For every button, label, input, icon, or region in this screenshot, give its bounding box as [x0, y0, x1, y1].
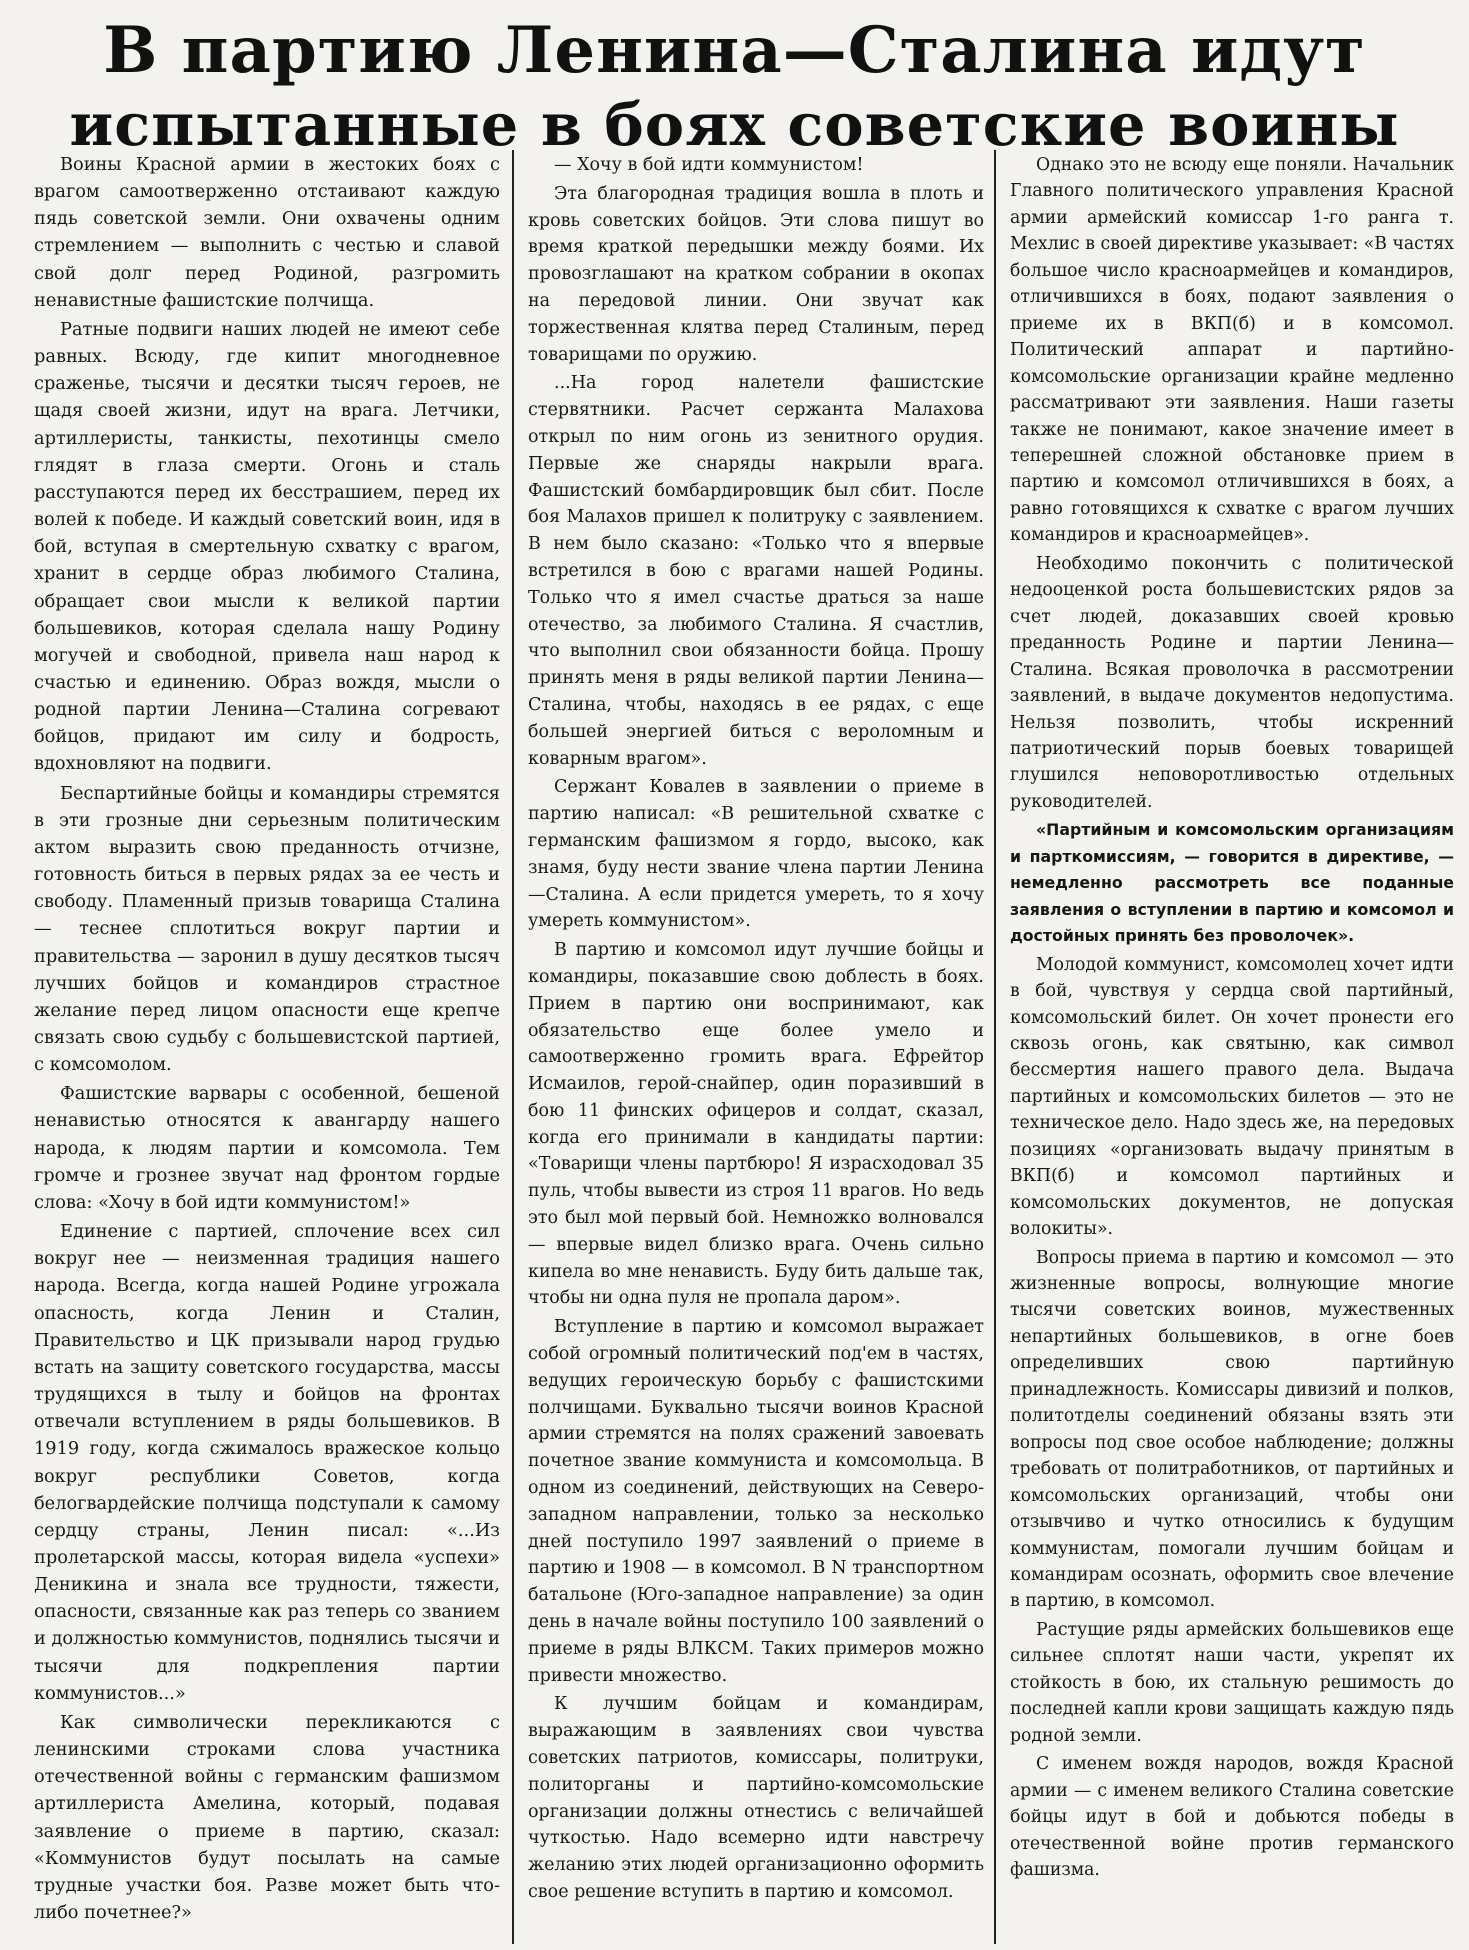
paragraph: Беспартийные бойцы и командиры стремятся в эти грозные дни серьезным политическим актом выразить свою преданность отчизне, готовность биться в первых рядах за ее честь и свободу. Пламенный призыв товарища Сталина — теснее сплотиться вокруг партии и правительства — заронил в душу десятков тысяч лучших бойцов и командиров страстное желание перед лицом опасности еще крепче связать свою судьбу с большевистской партией, с комсомолом.: [34, 783, 500, 1076]
directive-quote: «Партийным и комсомольским организациям и парткомиссиям, — говорится в директиве, — немедленно рассмотреть все поданные заявления о вступлении в партию и комсомол и достойных принять без проволочек».: [1010, 820, 1454, 946]
paragraph: Растущие ряды армейских большевиков еще сильнее сплотят наши части, укрепят их стойкость в бою, их стальную решимость до последней капли крови защищать каждую пядь родной земли.: [1010, 1619, 1454, 1746]
headline-line-1: В партию Ленина—Сталина идут: [103, 13, 1366, 88]
paragraph: Вступление в партию и комсомол выражает собой огромный политический под'ем в частях, ведущих героическую борьбу с фашистскими полчищами. Буквально тысячи воинов Красной армии стремятся на полях сражений завоевать почетное звание коммуниста и комсомольца. В одном из соединений, действующих на Северо-западном направлении, только за несколько дней поступило 1997 заявлений о приеме в партию и 1908 — в комсомол. В N транспортном батальоне (Юго-западное направление) за один день в начале войны поступило 100 заявлений о приеме в ряды ВЛКСМ. Таких примеров можно привести множество.: [528, 1317, 984, 1686]
article-column-1: [34, 152, 500, 1938]
column-rule: [994, 150, 996, 1944]
column-rule: [512, 150, 514, 1944]
paragraph: ...На город налетели фашистские стервятники. Расчет сержанта Малахова открыл по ним огонь из зенитного орудия. Первые же снаряды накрыли врага. Фашистский бомбардировщик был сбит. После боя Малахов пришел к политруку с заявлением. В нем было сказано: «Только что я впервые встретился в бою с врагами нашей Родины. Только что я имел счастье драться за наше отечество, за любимого Сталина. Я счастлив, что выполнил свои обязанности бойца. Прошу принять меня в ряды великой партии Ленина—Сталина, чтобы, находясь в ее рядах, с еще большей энергией биться с вероломным и коварным врагом».: [528, 373, 984, 769]
paragraph: К лучшим бойцам и командирам, выражающим в заявлениях свои чувства советских патриотов, комиссары, политруки, политорганы и партийно-комсомольские организации должны отнестись с величайшей чуткостью. Надо всемерно идти навстречу желанию этих людей организационно оформить свое решение вступить в партию и комсомол.: [528, 1694, 984, 1902]
paragraph: Фашистские варвары с особенной, бешеной ненавистью относятся к авангарду нашего народа, к людям партии и комсомола. Тем громче и грознее звучат над фронтом гордые слова: «Хочу в бой идти коммунистом!»: [34, 1084, 500, 1213]
paragraph: Необходимо покончить с политической недооценкой роста большевистских рядов за счет людей, доказавших своей кровью преданность Родине и партии Ленина—Сталина. Всякая проволочка в рассмотрении заявлений, в выдаче документов недопустима. Нельзя позволить, чтобы искренний патриотический порыв боевых товарищей глушился неповоротливостью отдельных руководителей.: [1010, 553, 1454, 812]
paragraph: Как символически перекликаются с ленинскими строками слова участника отечественной войны с германским фашизмом артиллериста Амелина, который, подавая заявление о приеме в партию, сказал: «Коммунистов будут посылать на самые трудные участки боя. Разве может быть что-либо почетнее?»: [34, 1712, 500, 1923]
paragraph: Эта благородная традиция вошла в плоть и кровь советских бойцов. Эти слова пишут во время краткой передышки между боями. Их провозглашают на кратком собрании в окопах на передовой линии. Они звучат как торжественная клятва перед Сталиным, перед товарищами по оружию.: [528, 183, 984, 365]
paragraph: Однако это не всюду еще поняли. Начальник Главного политического управления Красной армии армейский комиссар 1-го ранга т. Мехлис в своей директиве указывает: «В частях большое число красноармейцев и командиров, отличившихся в боях, подают заявления о приеме их в ВКП(б) и в комсомол. Политический аппарат и партийно-комсомольские организации крайне медленно рассматривают эти заявления. Наши газеты также не понимают, какое значение имеет в теперешней сложной обстановке прием в партию и комсомол отличившихся в боях, а равно готовящихся к схватке с врагом лучших командиров и красноармейцев».: [1010, 155, 1454, 546]
paragraph: Воины Красной армии в жестоких боях с врагом самоотверженно отстаивают каждую пядь советской земли. Они охвачены одним стремлением — выполнить с честью и славой свой долг перед Родиной, разгромить ненавистные фашистские полчища.: [34, 155, 500, 311]
paragraph: С именем вождя народов, вождя Красной армии — с именем великого Сталина советские бойцы идут в бой и добьются победы в отечественной войне против германского фашизма.: [1010, 1754, 1454, 1880]
paragraph: Вопросы приема в партию и комсомол — это жизненные вопросы, волнующие многие тысячи советских воинов, мужественных непартийных большевиков, в огне боев определивших свою партийную принадлежность. Комиссары дивизий и полков, политотделы соединений обязаны взять эти вопросы под свое особое наблюдение; должны требовать от политработников, от партийных и комсомольских организаций, чтобы они отзывчиво и чутко относились к будущим коммунистам, помогали лучшим бойцам и командирам осознать, оформить свое влечение в партию, в комсомол.: [1010, 1247, 1454, 1612]
headline: [60, 14, 1409, 162]
paragraph: Сержант Ковалев в заявлении о приеме в партию написал: «В решительной схватке с германским фашизмом я гордо, высоко, как знамя, буду нести звание члена партии Ленина—Сталина. А если придется умереть, то я хочу умереть коммунистом».: [528, 777, 984, 932]
paragraph: В партию и комсомол идут лучшие бойцы и командиры, показавшие свою доблесть в боях. Прием в партию они воспринимают, как обязательство еще более умело и самоотверженно громить врага. Ефрейтор Исмаилов, герой-снайпер, один поразивший в бою 11 финских офицеров и солдат, сказал, когда его принимали в кандидаты партии: «Товарищи члены партбюро! Я израсходовал 35 пуль, чтобы вывести из строя 11 врагов. Но ведь это был мой первый бой. Немножко волновался — впервые видел близко врага. Очень сильно кипела во мне ненависть. Буду бить дальше так, чтобы ни одна пуля не пропала даром».: [528, 940, 984, 1309]
paragraph: Молодой коммунист, комсомолец хочет идти в бой, чувствуя у сердца свой партийный, комсомольский билет. Он хочет пронести его сквозь огонь, как святыню, как символ бессмертия нашего правого дела. Выдача партийных и комсомольских билетов — это не техническое дело. Надо здесь же, на передовых позициях «организовать выдачу принятым в ВКП(б) и комсомол партийных и комсомольских документов, не допуская волокиты».: [1010, 954, 1454, 1240]
paragraph: — Хочу в бой идти коммунистом!: [554, 155, 864, 175]
paragraph: Ратные подвиги наших людей не имеют себе равных. Всюду, где кипит многодневное сраженье, тысячи и десятки тысяч героев, не щадя своей жизни, идут на врага. Летчики, артиллеристы, танкисты, пехотинцы смело глядят в глаза смерти. Огонь и сталь расступаются перед их бесстрашием, перед их волей к победе. И каждый советский воин, идя в бой, вступая в смертельную схватку с врагом, хранит в сердце образ любимого Сталина, обращает свои мысли к великой партии большевиков, которая сделала нашу Родину могучей и свободной, привела наш народ к счастью и единению. Образ вождя, мысли о родной партии Ленина—Сталина согревают бойцов, придают им силу и бодрость, вдохновляют на подвиги.: [34, 319, 500, 775]
headline-line-2: испытанные в боях советские воины: [69, 90, 1400, 159]
article-column-2: [528, 152, 984, 1938]
paragraph: Единение с партией, сплочение всех сил вокруг нее — неизменная традиция нашего народа. Всегда, когда нашей Родине угрожала опасность, когда Ленин и Сталин, Правительство и ЦК призывали народ грудью встать на защиту советского государства, массы трудящихся в тылу и бойцов на фронтах отвечали вступлением в ряды большевиков. В 1919 году, когда сжималось вражеское кольцо вокруг республики Советов, когда белогвардейские полчища подступали к самому сердцу страны, Ленин писал: «...Из пролетарской массы, которая видела «успехи» Деникина и знала все трудности, тяжести, опасности, связанные как раз теперь со званием и должностью коммунистов, поднялись тысячи и тысячи для подкрепления партии коммунистов...»: [34, 1222, 500, 1704]
article-column-3: [1010, 152, 1454, 1938]
